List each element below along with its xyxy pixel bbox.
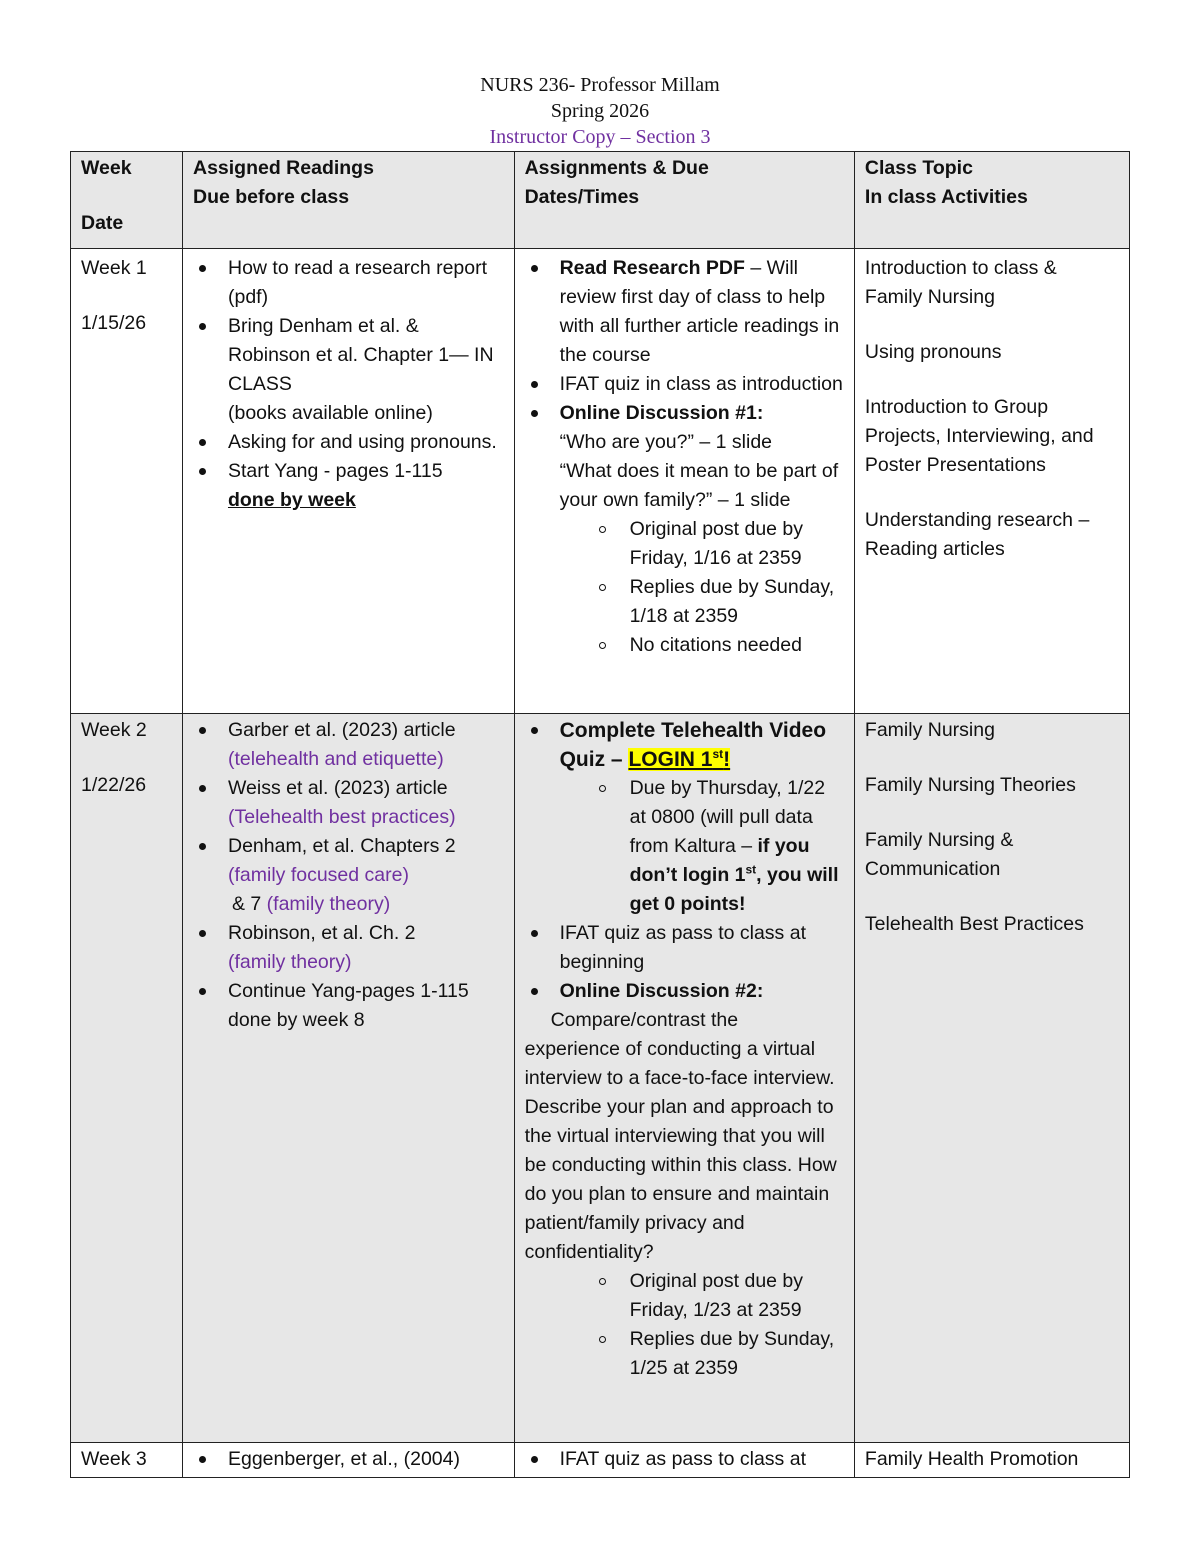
week1-week-cell — [71, 249, 183, 714]
warning-text: if you don’t login 1 — [629, 835, 810, 886]
week3-week-cell — [71, 1443, 183, 1478]
week1-assignments-list — [525, 254, 844, 515]
assignment-text: “Who are you?” – 1 slide — [559, 431, 773, 453]
list-item — [193, 716, 504, 774]
document-title-block — [0, 72, 1200, 150]
reading-text: Asking for and using pronouns. — [227, 431, 497, 453]
reading-note: (telehealth and etiquette) — [227, 748, 444, 770]
list-item — [525, 254, 844, 370]
list-item — [193, 254, 504, 312]
reading-note: (books available online) — [227, 402, 433, 424]
list-item — [193, 312, 504, 428]
assignment-text: IFAT quiz as pass to class at beginning — [559, 922, 806, 973]
table-row-week2 — [71, 714, 1130, 1443]
header-readings-line2: Due before class — [192, 186, 350, 208]
week2-topics-cell — [854, 714, 1129, 1443]
week2-date: 1/22/26 — [81, 774, 147, 796]
assignment-text: – Will review first day of class to help with all further article readings in the course — [559, 257, 840, 366]
week2-assignments-list-b — [525, 919, 844, 1006]
topic-text: Introduction to Group Projects, Interviewing, and Poster Presentations — [864, 396, 1094, 476]
list-item — [597, 774, 844, 919]
topic-text: Understanding research – Reading articles — [864, 509, 1090, 560]
week3-assignments-list — [525, 1445, 844, 1474]
superscript: st — [745, 862, 757, 877]
list-item — [193, 428, 504, 457]
table-header-row — [71, 152, 1130, 249]
week3-label: Week 3 — [81, 1448, 147, 1470]
discussion-prompt-first-line: Compare/contrast the — [550, 1009, 739, 1031]
topic-text: Family Nursing — [864, 719, 995, 741]
header-assignments — [514, 152, 854, 249]
table-row-week1 — [71, 249, 1130, 714]
list-item — [193, 1445, 504, 1474]
week1-assignments-cell — [514, 249, 854, 714]
week1-label: Week 1 — [81, 257, 147, 279]
discussion-prompt: experience of conducting a virtual interview to a face-to-face interview. Describe your plan and approach to the virtual interviewing that you will be conducting within this class. How do you plan to ensure and maintain patient/family privacy and confidentiality? — [524, 1038, 837, 1263]
reading-text: Bring Denham et al. & Robinson et al. Chapter 1— IN CLASS — [227, 315, 494, 395]
topic-text: Family Nursing & Communication — [864, 829, 1014, 880]
week2-assignments-list-a — [525, 716, 844, 774]
list-item — [525, 977, 844, 1006]
superscript: st — [712, 747, 724, 761]
week2-week-cell — [71, 714, 183, 1443]
list-item — [525, 399, 844, 515]
week1-topics-cell — [854, 249, 1129, 714]
list-item — [525, 919, 844, 977]
assignment-text: “What does it mean to be part of your own family?” – 1 slide — [559, 460, 839, 511]
header-topic-line1: Class Topic — [864, 157, 973, 179]
header-week-date — [71, 152, 183, 249]
reading-text: Robinson, et al. Ch. 2 — [227, 922, 416, 944]
reading-text: Garber et al. (2023) article — [227, 719, 456, 741]
reading-text: Start Yang - pages 1-115 — [227, 460, 443, 482]
topic-text: Family Nursing Theories — [864, 774, 1076, 796]
reading-text: Continue Yang-pages 1-115 done by week 8 — [227, 980, 469, 1031]
semester: Spring 2026 — [550, 100, 650, 122]
due-text: Replies due by Sunday, 1/18 at 2359 — [629, 576, 835, 627]
week1-readings-cell — [182, 249, 514, 714]
login-highlight: LOGIN 1 — [628, 748, 713, 771]
week3-topics-cell — [854, 1443, 1129, 1478]
topic-text: Family Health Promotion — [864, 1448, 1079, 1470]
list-item — [193, 919, 504, 977]
list-item — [597, 1325, 844, 1383]
table-row-week3 — [71, 1443, 1130, 1478]
assignment-title: Read Research PDF — [559, 257, 745, 279]
topic-text: Using pronouns — [864, 341, 1002, 363]
list-item — [525, 716, 844, 774]
week3-readings-list — [193, 1445, 504, 1474]
week3-readings-cell — [182, 1443, 514, 1478]
header-assign-line1: Assignments & Due — [524, 157, 709, 179]
reading-note: (family focused care) — [227, 864, 409, 886]
due-text: Due by Thursday, 1/22 at 0800 (will pull data from Kaltura – — [629, 777, 826, 857]
list-item — [597, 573, 844, 631]
due-text: Original post due by Friday, 1/23 at 2359 — [629, 1270, 804, 1321]
schedule-table — [70, 151, 1130, 1478]
week2-label: Week 2 — [81, 719, 147, 741]
week1-readings-list — [193, 254, 504, 515]
list-item — [597, 1267, 844, 1325]
due-text: Original post due by Friday, 1/16 at 2359 — [629, 518, 804, 569]
week3-assignments-cell — [514, 1443, 854, 1478]
header-topic — [854, 152, 1129, 249]
list-item — [597, 515, 844, 573]
reading-text: & 7 — [231, 893, 267, 915]
list-item — [193, 977, 504, 1035]
reading-note: (family theory) — [266, 893, 391, 915]
list-item — [525, 370, 844, 399]
course-title: NURS 236- Professor Millam — [480, 74, 720, 96]
list-item — [193, 774, 504, 832]
reading-text: Denham, et al. Chapters 2 — [227, 835, 456, 857]
reading-text: How to read a research report (pdf) — [227, 257, 488, 308]
topic-text: Telehealth Best Practices — [864, 913, 1084, 935]
reading-note: (Telehealth best practices) — [227, 806, 456, 828]
week2-readings-cell — [182, 714, 514, 1443]
reading-text: Weiss et al. (2023) article — [227, 777, 448, 799]
header-date: Date — [81, 212, 124, 234]
week1-date: 1/15/26 — [81, 312, 147, 334]
assignment-title: Online Discussion #1: — [559, 402, 764, 424]
week2-assignments-cell — [514, 714, 854, 1443]
week2-due-list-a — [525, 774, 844, 919]
list-item — [193, 832, 504, 919]
assignment-text: IFAT quiz as pass to class at — [559, 1448, 806, 1470]
topic-text: Introduction to class & Family Nursing — [864, 257, 1057, 308]
header-readings — [182, 152, 514, 249]
week2-due-list-b — [525, 1267, 844, 1383]
reading-deadline: done by week — [227, 489, 356, 511]
list-item — [193, 457, 504, 515]
header-topic-line2: In class Activities — [864, 186, 1028, 208]
copy-section-label: Instructor Copy – Section 3 — [489, 126, 711, 148]
login-highlight: ! — [723, 748, 731, 771]
reading-text: Eggenberger, et al., (2004) — [227, 1448, 460, 1470]
reading-note: (family theory) — [227, 951, 352, 973]
due-text: No citations needed — [629, 634, 802, 656]
list-item — [525, 1445, 844, 1474]
due-text: Replies due by Sunday, 1/25 at 2359 — [629, 1328, 835, 1379]
header-assign-line2: Dates/Times — [524, 186, 640, 208]
header-week: Week — [81, 157, 132, 179]
assignment-title: Online Discussion #2: — [559, 980, 764, 1002]
assignment-title: Complete Telehealth Video Quiz – — [559, 719, 827, 771]
assignment-text: IFAT quiz in class as introduction — [559, 373, 843, 395]
header-readings-line1: Assigned Readings — [192, 157, 374, 179]
week1-due-list — [525, 515, 844, 660]
week2-readings-list — [193, 716, 504, 1035]
list-item — [597, 631, 844, 660]
warning-text: , you will get 0 points! — [629, 864, 839, 915]
